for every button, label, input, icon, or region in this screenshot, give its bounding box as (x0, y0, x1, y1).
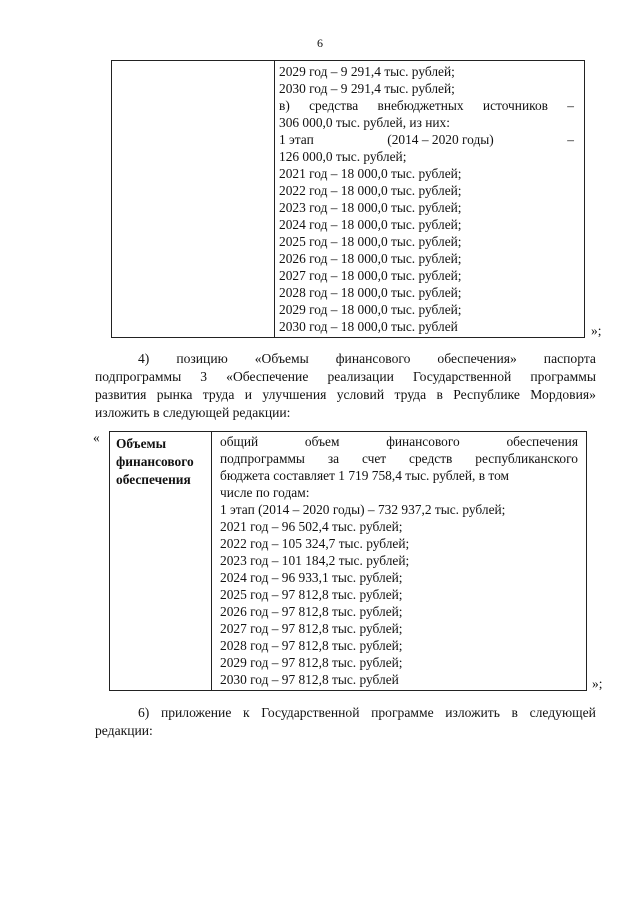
word: программе (371, 705, 434, 720)
funding-line: 2027 год – 18 000,0 тыс. рублей; (279, 268, 462, 283)
word: подпрограммы (220, 451, 305, 466)
word: рынка (156, 387, 193, 402)
funding-line: 2021 год – 18 000,0 тыс. рублей; (279, 166, 462, 181)
word: в (436, 387, 443, 402)
word: и (244, 387, 253, 402)
label-line: Объемы (116, 436, 167, 451)
item-6-line-1 (138, 704, 596, 722)
word: программы (530, 369, 596, 384)
word: – (567, 98, 574, 113)
word: развития (95, 387, 147, 402)
item-4-line-4: изложить в следующей редакции: (95, 405, 291, 420)
label-line: финансового (116, 454, 194, 469)
word: средства (309, 98, 359, 113)
word: подпрограммы (95, 369, 182, 384)
value-cell (220, 433, 578, 688)
word: обеспечения» (437, 351, 517, 366)
closing-quote: »; (591, 323, 602, 338)
funding-line: 2030 год – 97 812,8 тыс. рублей (220, 672, 399, 687)
word: общий (220, 434, 259, 449)
funding-line: 2030 год – 9 291,4 тыс. рублей; (279, 81, 455, 96)
funding-line: числе по годам: (220, 485, 310, 500)
funding-line-justified (220, 433, 578, 450)
word: обеспечения (506, 434, 578, 449)
page-number: 6 (317, 36, 323, 50)
word: «Обеспечение (226, 369, 309, 384)
funding-line: 2024 год – 18 000,0 тыс. рублей; (279, 217, 462, 232)
word: за (327, 451, 340, 466)
word: «Объемы (254, 351, 309, 366)
word: источников (482, 98, 548, 113)
funding-line: 1 этап (2014 – 2020 годы) – 732 937,2 тыс. рублей; (220, 502, 506, 517)
word: Государственной (261, 705, 360, 720)
word: изложить (445, 705, 500, 720)
funding-lines (279, 63, 574, 335)
funding-line: 2023 год – 18 000,0 тыс. рублей; (279, 200, 462, 215)
funding-table-new (109, 431, 587, 691)
word: Государственной (412, 369, 512, 384)
label-line: обеспечения (116, 472, 191, 487)
funding-line: 2027 год – 97 812,8 тыс. рублей; (220, 621, 403, 636)
funding-line-justified (279, 131, 574, 148)
word: позицию (176, 351, 228, 366)
word: счет (361, 451, 387, 466)
funding-line: бюджета составляет 1 719 758,4 тыс. рублей, в том (220, 468, 509, 483)
funding-line: 2025 год – 97 812,8 тыс. рублей; (220, 587, 403, 602)
funding-line: 306 000,0 тыс. рублей, из них: (279, 115, 450, 130)
word: приложение (160, 705, 232, 720)
word: труда (394, 387, 427, 402)
word: средств (409, 451, 453, 466)
funding-line: 126 000,0 тыс. рублей; (279, 149, 407, 164)
column-divider (211, 432, 212, 690)
funding-line: 2022 год – 18 000,0 тыс. рублей; (279, 183, 462, 198)
word: Мордовия» (530, 387, 596, 402)
word: – (567, 132, 574, 147)
funding-line-justified (279, 97, 574, 114)
word: 1 этап (279, 132, 314, 147)
word: следующей (529, 705, 596, 720)
closing-quote: »; (592, 676, 603, 691)
column-divider (274, 61, 275, 337)
funding-line: 2029 год – 97 812,8 тыс. рублей; (220, 655, 403, 670)
funding-line: 2029 год – 18 000,0 тыс. рублей; (279, 302, 462, 317)
word: 3 (200, 369, 208, 384)
item-4-line-2 (95, 368, 596, 386)
funding-line-justified (220, 450, 578, 467)
item-4-line-3 (95, 386, 596, 404)
word: паспорта (543, 351, 596, 366)
word: (2014 – 2020 годы) (387, 132, 494, 147)
word: Республике (453, 387, 520, 402)
item-4-line-1 (138, 350, 596, 368)
label-cell (116, 435, 194, 489)
word: реализации (327, 369, 394, 384)
word: объем (304, 434, 340, 449)
funding-line: 2026 год – 97 812,8 тыс. рублей; (220, 604, 403, 619)
word: республиканского (475, 451, 578, 466)
word: внебюджетных (377, 98, 464, 113)
word: в) (279, 98, 290, 113)
word: 4) (138, 351, 150, 366)
word: к (242, 705, 250, 720)
funding-line: 2023 год – 101 184,2 тыс. рублей; (220, 553, 410, 568)
funding-line: 2029 год – 9 291,4 тыс. рублей; (279, 64, 455, 79)
funding-line: 2028 год – 18 000,0 тыс. рублей; (279, 285, 462, 300)
opening-quote: « (93, 430, 100, 445)
word: 6) (138, 705, 150, 720)
word: финансового (386, 434, 460, 449)
word: труда (202, 387, 235, 402)
funding-line: 2028 год – 97 812,8 тыс. рублей; (220, 638, 403, 653)
funding-table-continuation (111, 60, 585, 338)
funding-line: 2025 год – 18 000,0 тыс. рублей; (279, 234, 462, 249)
funding-line: 2022 год – 105 324,7 тыс. рублей; (220, 536, 410, 551)
funding-line: 2024 год – 96 933,1 тыс. рублей; (220, 570, 403, 585)
word: в (511, 705, 518, 720)
word: финансового (335, 351, 411, 366)
word: условий (336, 387, 385, 402)
funding-line: 2026 год – 18 000,0 тыс. рублей; (279, 251, 462, 266)
word: улучшения (262, 387, 327, 402)
funding-line: 2021 год – 96 502,4 тыс. рублей; (220, 519, 403, 534)
item-6-line-2: редакции: (95, 723, 153, 738)
funding-line: 2030 год – 18 000,0 тыс. рублей (279, 319, 458, 334)
